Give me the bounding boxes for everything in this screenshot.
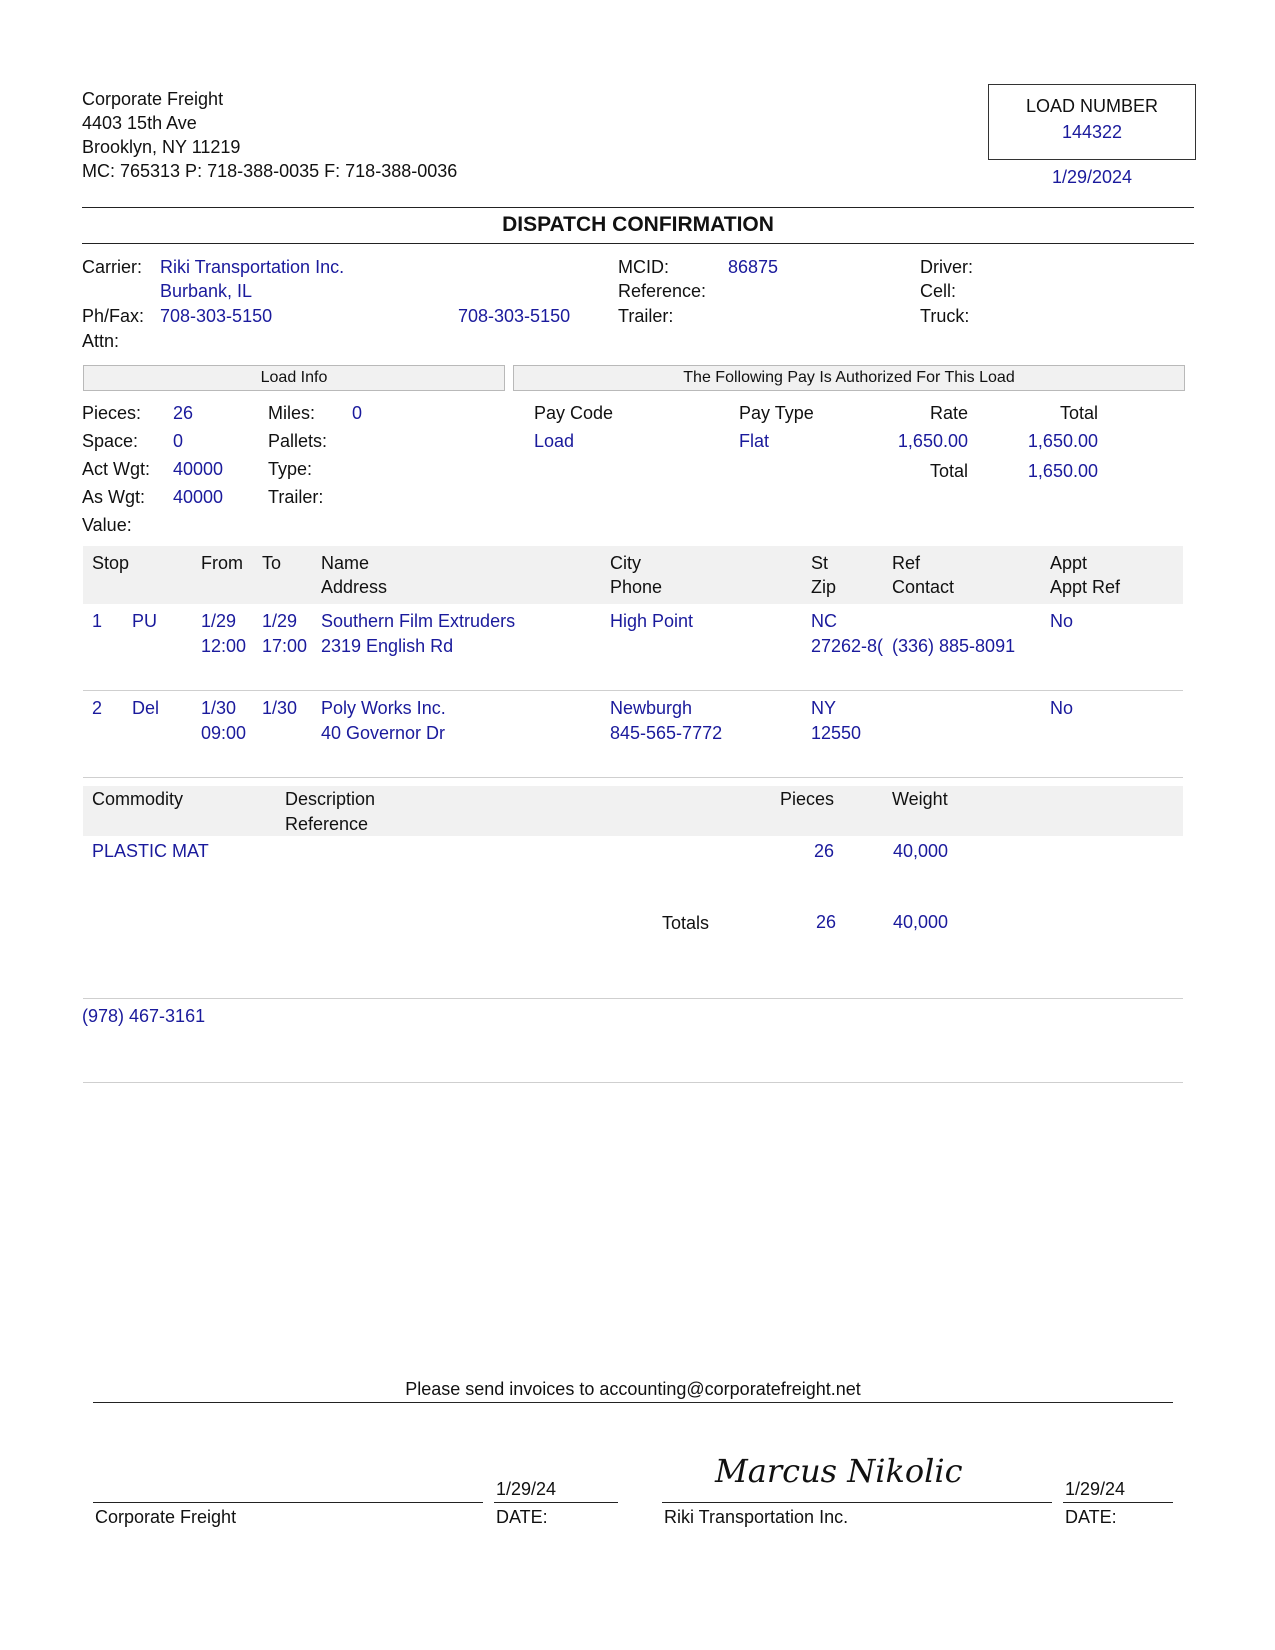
left-date-line [494, 1502, 618, 1503]
commodity-name: PLASTIC MAT [92, 841, 209, 861]
company-address-1: 4403 15th Ave [82, 113, 197, 133]
col-st: St [811, 553, 829, 573]
carrier-name: Riki Transportation Inc. [160, 257, 345, 277]
miles-value: 0 [352, 403, 363, 423]
commodity-pieces: 26 [813, 841, 834, 861]
space-value: 0 [173, 431, 184, 451]
signature: Marcus Nikolic [715, 1452, 963, 1490]
stop-1-from-date: 1/29 [201, 611, 237, 631]
col-to: To [262, 553, 282, 573]
load-trailer-label: Trailer: [268, 487, 324, 507]
invoice-rule [93, 1402, 1173, 1403]
stop-2-zip: 12550 [811, 723, 862, 743]
rate-header: Rate [929, 403, 968, 423]
driver-label: Driver: [920, 257, 973, 277]
pay-code-header: Pay Code [534, 403, 614, 423]
commodity-header-band [83, 786, 1183, 836]
type-label: Type: [268, 459, 313, 479]
act-wgt-value: 40000 [173, 459, 224, 479]
invoice-note: Please send invoices to accounting@corporatefreight.net [405, 1379, 861, 1399]
stop-1-to-date: 1/29 [262, 611, 298, 631]
right-date-label: DATE: [1065, 1507, 1117, 1527]
pieces-label: Pieces: [82, 403, 142, 423]
stop-1-address: 2319 English Rd [321, 636, 454, 656]
carrier-label: Carrier: [82, 257, 143, 277]
mcid-label: MCID: [618, 257, 669, 277]
right-signature-line [662, 1502, 1052, 1503]
stop-2-from-date: 1/30 [201, 698, 237, 718]
stop-2-name: Poly Works Inc. [321, 698, 446, 718]
grand-total: 1,650.00 [1027, 461, 1098, 481]
col-zip: Zip [811, 577, 837, 597]
carrier-fax: 708-303-5150 [458, 306, 571, 326]
totals-pieces: 26 [815, 912, 836, 932]
value-label: Value: [82, 515, 132, 535]
carrier-phone: 708-303-5150 [160, 306, 273, 326]
left-signature-line [93, 1502, 483, 1503]
stop-2-appt: No [1050, 698, 1074, 718]
company-address-2: Brooklyn, NY 11219 [82, 137, 241, 157]
pay-type-header: Pay Type [739, 403, 814, 423]
col-description: Description [285, 789, 376, 809]
attn-label: Attn: [82, 331, 120, 351]
left-date: 1/29/24 [496, 1479, 557, 1499]
stop-1-from-time: 12:00 [201, 636, 247, 656]
stops-end-divider [83, 777, 1183, 778]
stop-1-appt: No [1050, 611, 1074, 631]
miles-label: Miles: [268, 403, 316, 423]
stop-2-to-date: 1/30 [262, 698, 298, 718]
stop-1-number: 1 [92, 611, 103, 631]
stop-2-from-time: 09:00 [201, 723, 247, 743]
commodity-weight: 40,000 [893, 841, 949, 861]
space-label: Space: [82, 431, 139, 451]
page-title: DISPATCH CONFIRMATION [502, 213, 774, 236]
stop-2-phone: 845-565-7772 [610, 723, 723, 743]
stop-1-type: PU [132, 611, 158, 631]
col-name: Name [321, 553, 370, 573]
cell-label: Cell: [920, 281, 957, 301]
as-wgt-value: 40000 [173, 487, 224, 507]
col-appt: Appt [1050, 553, 1088, 573]
totals-label: Totals [662, 913, 710, 933]
col-phone: Phone [610, 577, 663, 597]
pallets-label: Pallets: [268, 431, 328, 451]
totals-weight: 40,000 [893, 912, 949, 932]
col-reference: Reference [285, 814, 369, 834]
stop-2-address: 40 Governor Dr [321, 723, 446, 743]
pay-header: The Following Pay Is Authorized For This Load [513, 365, 1185, 391]
carrier-city: Burbank, IL [160, 281, 253, 301]
col-commodity: Commodity [92, 789, 184, 809]
grand-total-label: Total [929, 461, 968, 481]
load-info-header: Load Info [83, 365, 505, 391]
mcid-value: 86875 [728, 257, 779, 277]
load-date: 1/29/2024 [1051, 167, 1133, 187]
notes-bottom-divider [83, 1082, 1183, 1083]
col-ref: Ref [892, 553, 921, 573]
load-number-label: LOAD NUMBER [1025, 96, 1159, 116]
pay-rate: 1,650.00 [897, 431, 968, 451]
stop-2-state: NY [811, 698, 837, 718]
col-stop: Stop [92, 553, 130, 573]
pay-total: 1,650.00 [1027, 431, 1098, 451]
note-phone: (978) 467-3161 [82, 1006, 206, 1026]
total-header: Total [1059, 403, 1098, 423]
load-number-box [988, 84, 1196, 160]
stop-1-state: NC [811, 611, 837, 631]
phfax-label: Ph/Fax: [82, 306, 145, 326]
col-appt-ref: Appt Ref [1050, 577, 1121, 597]
col-contact: Contact [892, 577, 955, 597]
stop-divider [83, 690, 1183, 691]
stop-1-name: Southern Film Extruders [321, 611, 516, 631]
col-city: City [610, 553, 641, 573]
pay-code: Load [534, 431, 575, 451]
stop-1-contact: (336) 885-8091 [892, 636, 1016, 656]
reference-label: Reference: [618, 281, 707, 301]
stop-2-city: Newburgh [610, 698, 693, 718]
title-top-rule [82, 207, 1194, 208]
left-date-label: DATE: [496, 1507, 548, 1527]
load-number: 144322 [1061, 122, 1123, 142]
notes-top-divider [83, 998, 1183, 999]
title-bottom-rule [82, 243, 1194, 244]
pieces-value: 26 [173, 403, 194, 423]
col-weight: Weight [892, 789, 948, 809]
col-pieces: Pieces [779, 789, 834, 809]
stop-1-city: High Point [610, 611, 694, 631]
as-wgt-label: As Wgt: [82, 487, 146, 507]
col-address: Address [321, 577, 388, 597]
company-contact-line: MC: 765313 P: 718-388-0035 F: 718-388-0036 [82, 161, 458, 181]
right-date-line [1063, 1502, 1173, 1503]
stop-2-number: 2 [92, 698, 103, 718]
act-wgt-label: Act Wgt: [82, 459, 151, 479]
stop-1-to-time: 17:00 [262, 636, 308, 656]
right-party: Riki Transportation Inc. [664, 1507, 849, 1527]
stop-1-zip: 27262-8( [811, 636, 884, 656]
truck-label: Truck: [920, 306, 970, 326]
company-name: Corporate Freight [82, 89, 224, 109]
left-party: Corporate Freight [95, 1507, 237, 1527]
col-from: From [201, 553, 243, 573]
trailer-label: Trailer: [618, 306, 674, 326]
right-date: 1/29/24 [1065, 1479, 1126, 1499]
stop-2-type: Del [132, 698, 160, 718]
pay-type: Flat [739, 431, 770, 451]
